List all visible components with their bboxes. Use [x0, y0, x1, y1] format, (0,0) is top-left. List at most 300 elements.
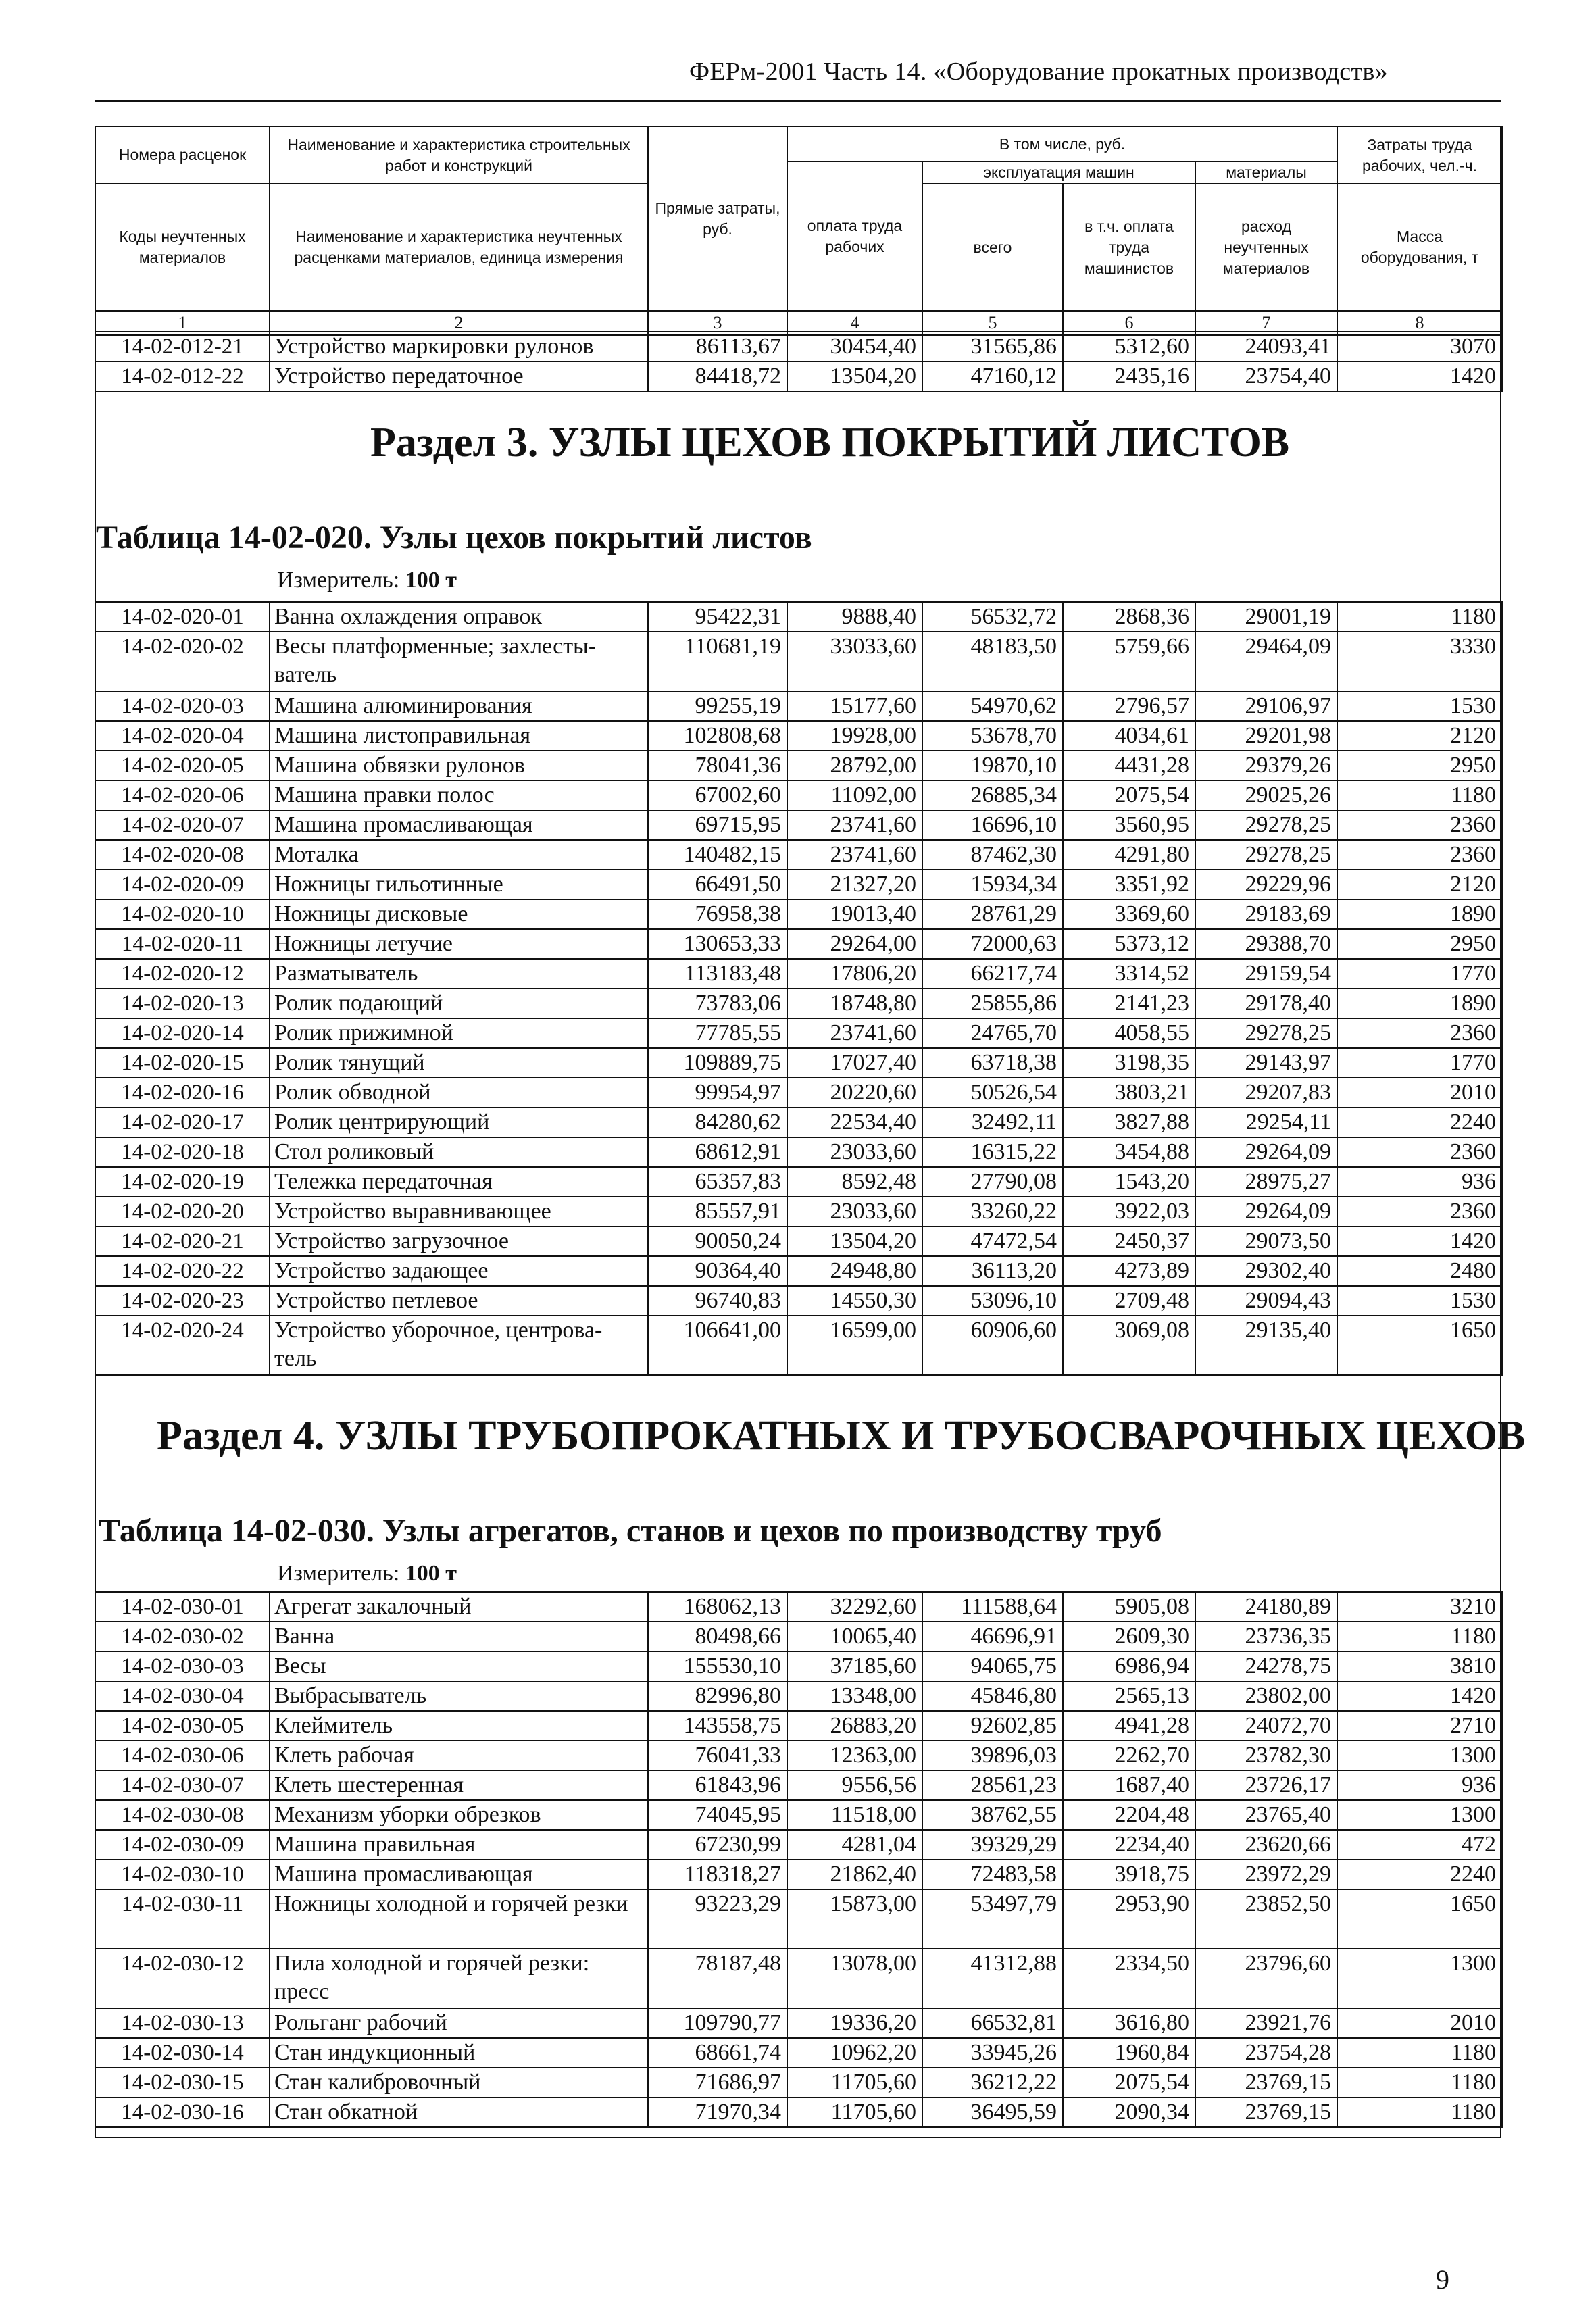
rate-code-cell: 14-02-020-15	[95, 1048, 270, 1078]
value-cell: 2204,48	[1063, 1800, 1195, 1830]
col-4-header: оплата труда рабочих	[787, 161, 922, 311]
value-cell: 28761,29	[922, 899, 1063, 929]
item-name-cell: Ножницы дисковые	[270, 899, 648, 929]
value-cell: 3918,75	[1063, 1860, 1195, 1889]
value-cell: 23033,60	[787, 1137, 922, 1167]
value-cell: 1890	[1337, 989, 1502, 1018]
table-row	[95, 1889, 1502, 1949]
col-3-header: Прямые затраты, руб.	[648, 126, 787, 311]
value-cell: 90050,24	[648, 1226, 787, 1256]
col-1-bottom: Коды неучтенных материалов	[95, 184, 270, 311]
value-cell: 95422,31	[648, 602, 787, 632]
value-cell: 72000,63	[922, 929, 1063, 959]
col-2-top: Наименование и характеристика строительных работ и конструкций	[270, 126, 648, 184]
value-cell: 3454,88	[1063, 1137, 1195, 1167]
value-cell: 82996,80	[648, 1681, 787, 1711]
value-cell: 32292,60	[787, 1592, 922, 1622]
value-cell: 78041,36	[648, 751, 787, 780]
rate-code-cell: 14-02-020-03	[95, 691, 270, 721]
table-row	[95, 2038, 1502, 2068]
value-cell: 30454,40	[787, 332, 922, 362]
table-row	[95, 1256, 1502, 1286]
table-row	[95, 1741, 1502, 1770]
value-cell: 2120	[1337, 721, 1502, 751]
value-cell: 21327,20	[787, 870, 922, 899]
col-number: 4	[787, 311, 922, 335]
value-cell: 1300	[1337, 1800, 1502, 1830]
item-name-cell: Пила холодной и горячей резки: пресс	[270, 1949, 648, 2008]
value-cell: 1770	[1337, 1048, 1502, 1078]
item-name-cell: Весы платформенные; захлесты-ватель	[270, 632, 648, 691]
value-cell: 1960,84	[1063, 2038, 1195, 2068]
table-030-title: Таблица 14-02-030. Узлы агрегатов, станов и цехов по производству труб	[99, 1513, 1162, 1549]
item-name-cell: Стан обкатной	[270, 2097, 648, 2127]
rate-code-cell: 14-02-020-22	[95, 1256, 270, 1286]
value-cell: 67002,60	[648, 780, 787, 810]
value-cell: 31565,86	[922, 332, 1063, 362]
rate-code-cell: 14-02-020-19	[95, 1167, 270, 1197]
table-row	[95, 721, 1502, 751]
value-cell: 3198,35	[1063, 1048, 1195, 1078]
value-cell: 4273,89	[1063, 1256, 1195, 1286]
value-cell: 78187,48	[648, 1949, 787, 2008]
meter-label: Измеритель:	[277, 568, 400, 593]
item-name-cell: Ролик обводной	[270, 1078, 648, 1107]
table-row	[95, 1651, 1502, 1681]
table-row	[95, 1800, 1502, 1830]
value-cell: 24072,70	[1195, 1711, 1337, 1741]
value-cell: 28561,23	[922, 1770, 1063, 1800]
item-name-cell: Устройство маркировки рулонов	[270, 332, 648, 362]
rate-code-cell: 14-02-020-24	[95, 1316, 270, 1375]
value-cell: 111588,64	[922, 1592, 1063, 1622]
value-cell: 23765,40	[1195, 1800, 1337, 1830]
rate-code-cell: 14-02-030-04	[95, 1681, 270, 1711]
value-cell: 23736,35	[1195, 1622, 1337, 1651]
column-header-table	[95, 126, 1503, 336]
table-row	[95, 1860, 1502, 1889]
value-cell: 3351,92	[1063, 870, 1195, 899]
group-header: В том числе, руб.	[787, 126, 1337, 161]
meter-label: Измеритель:	[277, 1561, 400, 1586]
value-cell: 1420	[1337, 1681, 1502, 1711]
rate-code-cell: 14-02-020-05	[95, 751, 270, 780]
value-cell: 109889,75	[648, 1048, 787, 1078]
rate-code-cell: 14-02-030-16	[95, 2097, 270, 2127]
value-cell: 1890	[1337, 899, 1502, 929]
col-number: 2	[270, 311, 648, 335]
value-cell: 3069,08	[1063, 1316, 1195, 1375]
table-row	[95, 2097, 1502, 2127]
value-cell: 23802,00	[1195, 1681, 1337, 1711]
value-cell: 94065,75	[922, 1651, 1063, 1681]
table-row	[95, 362, 1502, 391]
value-cell: 28975,27	[1195, 1167, 1337, 1197]
table-row	[95, 959, 1502, 989]
value-cell: 76958,38	[648, 899, 787, 929]
value-cell: 3314,52	[1063, 959, 1195, 989]
table-row	[95, 1592, 1502, 1622]
value-cell: 66217,74	[922, 959, 1063, 989]
value-cell: 143558,75	[648, 1711, 787, 1741]
value-cell: 29278,25	[1195, 810, 1337, 840]
item-name-cell: Машина листоправильная	[270, 721, 648, 751]
meter-value: 100 т	[405, 1561, 457, 1586]
value-cell: 10065,40	[787, 1622, 922, 1651]
value-cell: 106641,00	[648, 1316, 787, 1375]
col-5-header: всего	[922, 184, 1063, 311]
value-cell: 113183,48	[648, 959, 787, 989]
value-cell: 24278,75	[1195, 1651, 1337, 1681]
value-cell: 11092,00	[787, 780, 922, 810]
value-cell: 53497,79	[922, 1889, 1063, 1949]
value-cell: 23852,50	[1195, 1889, 1337, 1949]
value-cell: 2262,70	[1063, 1741, 1195, 1770]
value-cell: 2360	[1337, 1197, 1502, 1226]
value-cell: 29201,98	[1195, 721, 1337, 751]
value-cell: 86113,67	[648, 332, 787, 362]
value-cell: 102808,68	[648, 721, 787, 751]
value-cell: 92602,85	[922, 1711, 1063, 1741]
item-name-cell: Стол роликовый	[270, 1137, 648, 1167]
value-cell: 6986,94	[1063, 1651, 1195, 1681]
value-cell: 2240	[1337, 1107, 1502, 1137]
value-cell: 23754,40	[1195, 362, 1337, 391]
value-cell: 4941,28	[1063, 1711, 1195, 1741]
table-row	[95, 989, 1502, 1018]
value-cell: 63718,38	[922, 1048, 1063, 1078]
item-name-cell: Моталка	[270, 840, 648, 870]
value-cell: 48183,50	[922, 632, 1063, 691]
value-cell: 23754,28	[1195, 2038, 1337, 2068]
running-header: ФЕРм-2001 Часть 14. «Оборудование прокатных производств»	[689, 57, 1388, 86]
value-cell: 29143,97	[1195, 1048, 1337, 1078]
value-cell: 3616,80	[1063, 2008, 1195, 2038]
value-cell: 84280,62	[648, 1107, 787, 1137]
value-cell: 39896,03	[922, 1741, 1063, 1770]
item-name-cell: Ножницы гильотинные	[270, 870, 648, 899]
table-row	[95, 602, 1502, 632]
value-cell: 9888,40	[787, 602, 922, 632]
value-cell: 2565,13	[1063, 1681, 1195, 1711]
machines-subgroup: эксплуатация машин	[922, 161, 1195, 184]
table-row	[95, 1830, 1502, 1860]
value-cell: 29264,09	[1195, 1137, 1337, 1167]
item-name-cell: Устройство петлевое	[270, 1286, 648, 1316]
value-cell: 4058,55	[1063, 1018, 1195, 1048]
value-cell: 13504,20	[787, 362, 922, 391]
item-name-cell: Машина обвязки рулонов	[270, 751, 648, 780]
value-cell: 2234,40	[1063, 1830, 1195, 1860]
value-cell: 29025,26	[1195, 780, 1337, 810]
value-cell: 9556,56	[787, 1770, 922, 1800]
item-name-cell: Устройство выравнивающее	[270, 1197, 648, 1226]
value-cell: 155530,10	[648, 1651, 787, 1681]
rate-code-cell: 14-02-020-18	[95, 1137, 270, 1167]
item-name-cell: Машина промасливающая	[270, 810, 648, 840]
value-cell: 23741,60	[787, 1018, 922, 1048]
value-cell: 2953,90	[1063, 1889, 1195, 1949]
section-3-title: Раздел 3. УЗЛЫ ЦЕХОВ ПОКРЫТИЙ ЛИСТОВ	[370, 420, 1290, 466]
rate-code-cell: 14-02-030-10	[95, 1860, 270, 1889]
col-number: 5	[922, 311, 1063, 335]
value-cell: 46696,91	[922, 1622, 1063, 1651]
value-cell: 29388,70	[1195, 929, 1337, 959]
value-cell: 29001,19	[1195, 602, 1337, 632]
value-cell: 23769,15	[1195, 2097, 1337, 2127]
section-4-title: Раздел 4. УЗЛЫ ТРУБОПРОКАТНЫХ И ТРУБОСВАРОЧНЫХ ЦЕХОВ	[157, 1413, 1526, 1459]
rate-code-cell: 14-02-020-20	[95, 1197, 270, 1226]
value-cell: 29254,11	[1195, 1107, 1337, 1137]
value-cell: 93223,29	[648, 1889, 787, 1949]
table-row	[95, 2008, 1502, 2038]
value-cell: 29094,43	[1195, 1286, 1337, 1316]
rate-code-cell: 14-02-030-06	[95, 1741, 270, 1770]
value-cell: 25855,86	[922, 989, 1063, 1018]
value-cell: 16696,10	[922, 810, 1063, 840]
rate-code-cell: 14-02-030-12	[95, 1949, 270, 2008]
table-row	[95, 1197, 1502, 1226]
value-cell: 24180,89	[1195, 1592, 1337, 1622]
value-cell: 2868,36	[1063, 602, 1195, 632]
rate-code-cell: 14-02-030-01	[95, 1592, 270, 1622]
col-1-top: Номера расценок	[95, 126, 270, 184]
value-cell: 2120	[1337, 870, 1502, 899]
table-row	[95, 632, 1502, 691]
col-number: 3	[648, 311, 787, 335]
value-cell: 29278,25	[1195, 840, 1337, 870]
table-row	[95, 1681, 1502, 1711]
value-cell: 3369,60	[1063, 899, 1195, 929]
value-cell: 2010	[1337, 1078, 1502, 1107]
table-row	[95, 840, 1502, 870]
value-cell: 2360	[1337, 840, 1502, 870]
meter-020	[277, 568, 457, 593]
value-cell: 3210	[1337, 1592, 1502, 1622]
value-cell: 23741,60	[787, 840, 922, 870]
value-cell: 22534,40	[787, 1107, 922, 1137]
value-cell: 2435,16	[1063, 362, 1195, 391]
value-cell: 23769,15	[1195, 2068, 1337, 2097]
value-cell: 472	[1337, 1830, 1502, 1860]
value-cell: 5312,60	[1063, 332, 1195, 362]
value-cell: 29183,69	[1195, 899, 1337, 929]
rate-code-cell: 14-02-020-06	[95, 780, 270, 810]
rate-code-cell: 14-02-030-02	[95, 1622, 270, 1651]
meter-030	[277, 1561, 457, 1587]
value-cell: 54970,62	[922, 691, 1063, 721]
value-cell: 17806,20	[787, 959, 922, 989]
table-row	[95, 1137, 1502, 1167]
value-cell: 3810	[1337, 1651, 1502, 1681]
table-row	[95, 899, 1502, 929]
value-cell: 11705,60	[787, 2068, 922, 2097]
rate-code-cell: 14-02-030-14	[95, 2038, 270, 2068]
value-cell: 29229,96	[1195, 870, 1337, 899]
value-cell: 5373,12	[1063, 929, 1195, 959]
value-cell: 71970,34	[648, 2097, 787, 2127]
value-cell: 2010	[1337, 2008, 1502, 2038]
value-cell: 61843,96	[648, 1770, 787, 1800]
value-cell: 66532,81	[922, 2008, 1063, 2038]
table-row	[95, 929, 1502, 959]
value-cell: 20220,60	[787, 1078, 922, 1107]
value-cell: 36495,59	[922, 2097, 1063, 2127]
value-cell: 19013,40	[787, 899, 922, 929]
item-name-cell: Машина промасливающая	[270, 1860, 648, 1889]
value-cell: 23796,60	[1195, 1949, 1337, 2008]
rate-code-cell: 14-02-020-04	[95, 721, 270, 751]
rate-code-cell: 14-02-012-22	[95, 362, 270, 391]
rate-code-cell: 14-02-020-11	[95, 929, 270, 959]
rate-code-cell: 14-02-030-15	[95, 2068, 270, 2097]
value-cell: 3827,88	[1063, 1107, 1195, 1137]
rate-code-cell: 14-02-020-02	[95, 632, 270, 691]
value-cell: 936	[1337, 1770, 1502, 1800]
materials-subgroup: материалы	[1195, 161, 1337, 184]
value-cell: 110681,19	[648, 632, 787, 691]
rate-code-cell: 14-02-030-13	[95, 2008, 270, 2038]
table-020	[95, 601, 1503, 1376]
value-cell: 36212,22	[922, 2068, 1063, 2097]
value-cell: 32492,11	[922, 1107, 1063, 1137]
value-cell: 19870,10	[922, 751, 1063, 780]
value-cell: 96740,83	[648, 1286, 787, 1316]
table-row	[95, 1622, 1502, 1651]
value-cell: 109790,77	[648, 2008, 787, 2038]
value-cell: 53096,10	[922, 1286, 1063, 1316]
value-cell: 60906,60	[922, 1316, 1063, 1375]
col-6-header: в т.ч. оплата труда машинистов	[1063, 184, 1195, 311]
value-cell: 2075,54	[1063, 2068, 1195, 2097]
value-cell: 87462,30	[922, 840, 1063, 870]
value-cell: 77785,55	[648, 1018, 787, 1048]
col-2-bottom: Наименование и характеристика неучтенных расценками материалов, единица измерения	[270, 184, 648, 311]
item-name-cell: Устройство загрузочное	[270, 1226, 648, 1256]
value-cell: 26885,34	[922, 780, 1063, 810]
value-cell: 24948,80	[787, 1256, 922, 1286]
value-cell: 18748,80	[787, 989, 922, 1018]
table-row	[95, 1078, 1502, 1107]
value-cell: 29379,26	[1195, 751, 1337, 780]
table-row	[95, 1048, 1502, 1078]
rate-code-cell: 14-02-020-01	[95, 602, 270, 632]
col-number: 6	[1063, 311, 1195, 335]
col-number: 7	[1195, 311, 1337, 335]
item-name-cell: Стан калибровочный	[270, 2068, 648, 2097]
value-cell: 2710	[1337, 1711, 1502, 1741]
table-row	[95, 780, 1502, 810]
value-cell: 37185,60	[787, 1651, 922, 1681]
value-cell: 99255,19	[648, 691, 787, 721]
value-cell: 2609,30	[1063, 1622, 1195, 1651]
item-name-cell: Стан индукционный	[270, 2038, 648, 2068]
table-row	[95, 1167, 1502, 1197]
value-cell: 2360	[1337, 1018, 1502, 1048]
item-name-cell: Ножницы летучие	[270, 929, 648, 959]
table-row	[95, 1018, 1502, 1048]
value-cell: 1180	[1337, 2038, 1502, 2068]
value-cell: 1180	[1337, 602, 1502, 632]
rate-code-cell: 14-02-020-07	[95, 810, 270, 840]
value-cell: 19928,00	[787, 721, 922, 751]
value-cell: 11518,00	[787, 1800, 922, 1830]
value-cell: 1530	[1337, 1286, 1502, 1316]
item-name-cell: Выбрасыватель	[270, 1681, 648, 1711]
value-cell: 8592,48	[787, 1167, 922, 1197]
rate-code-cell: 14-02-020-14	[95, 1018, 270, 1048]
value-cell: 29264,00	[787, 929, 922, 959]
item-name-cell: Ролик центрирующий	[270, 1107, 648, 1137]
table-row	[95, 1316, 1502, 1375]
value-cell: 1650	[1337, 1316, 1502, 1375]
value-cell: 3560,95	[1063, 810, 1195, 840]
value-cell: 2360	[1337, 1137, 1502, 1167]
value-cell: 1180	[1337, 2097, 1502, 2127]
value-cell: 1687,40	[1063, 1770, 1195, 1800]
value-cell: 1770	[1337, 959, 1502, 989]
value-cell: 38762,55	[922, 1800, 1063, 1830]
value-cell: 13348,00	[787, 1681, 922, 1711]
item-name-cell: Машина правки полос	[270, 780, 648, 810]
value-cell: 23782,30	[1195, 1741, 1337, 1770]
value-cell: 90364,40	[648, 1256, 787, 1286]
value-cell: 23726,17	[1195, 1770, 1337, 1800]
rate-code-cell: 14-02-012-21	[95, 332, 270, 362]
value-cell: 41312,88	[922, 1949, 1063, 2008]
item-name-cell: Устройство передаточное	[270, 362, 648, 391]
value-cell: 3070	[1337, 332, 1502, 362]
value-cell: 3922,03	[1063, 1197, 1195, 1226]
value-cell: 1543,20	[1063, 1167, 1195, 1197]
table-row	[95, 1286, 1502, 1316]
table-row	[95, 751, 1502, 780]
value-cell: 29264,09	[1195, 1197, 1337, 1226]
rate-code-cell: 14-02-020-10	[95, 899, 270, 929]
value-cell: 27790,08	[922, 1167, 1063, 1197]
col-8-bottom: Масса оборудования, т	[1337, 184, 1502, 311]
value-cell: 15873,00	[787, 1889, 922, 1949]
item-name-cell: Клеть рабочая	[270, 1741, 648, 1770]
value-cell: 1650	[1337, 1889, 1502, 1949]
item-name-cell: Машина алюминирования	[270, 691, 648, 721]
value-cell: 23741,60	[787, 810, 922, 840]
value-cell: 80498,66	[648, 1622, 787, 1651]
value-cell: 39329,29	[922, 1830, 1063, 1860]
value-cell: 66491,50	[648, 870, 787, 899]
value-cell: 10962,20	[787, 2038, 922, 2068]
value-cell: 5905,08	[1063, 1592, 1195, 1622]
col-number: 8	[1337, 311, 1502, 335]
value-cell: 4034,61	[1063, 721, 1195, 751]
item-name-cell: Машина правильная	[270, 1830, 648, 1860]
rate-code-cell: 14-02-020-17	[95, 1107, 270, 1137]
value-cell: 2480	[1337, 1256, 1502, 1286]
value-cell: 2334,50	[1063, 1949, 1195, 2008]
value-cell: 68661,74	[648, 2038, 787, 2068]
value-cell: 2075,54	[1063, 780, 1195, 810]
value-cell: 56532,72	[922, 602, 1063, 632]
rate-code-cell: 14-02-030-05	[95, 1711, 270, 1741]
value-cell: 29278,25	[1195, 1018, 1337, 1048]
value-cell: 99954,97	[648, 1078, 787, 1107]
value-cell: 11705,60	[787, 2097, 922, 2127]
rate-code-cell: 14-02-020-16	[95, 1078, 270, 1107]
value-cell: 72483,58	[922, 1860, 1063, 1889]
value-cell: 2950	[1337, 929, 1502, 959]
item-name-cell: Ванна	[270, 1622, 648, 1651]
table-row	[95, 691, 1502, 721]
